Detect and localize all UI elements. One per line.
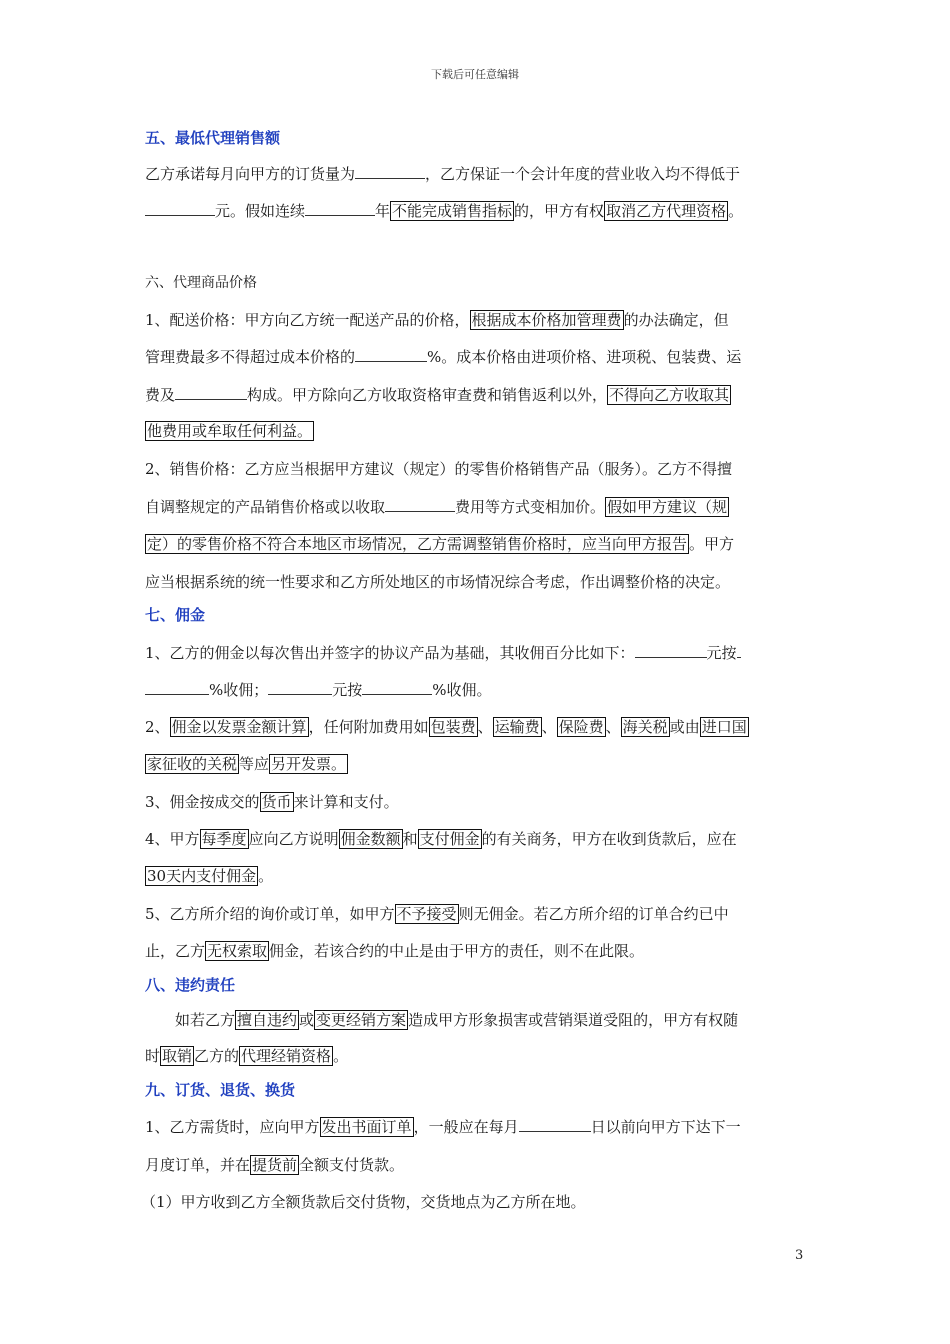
boxed-term: 货币 [261,793,292,811]
text: 或 [299,1011,315,1029]
boxed-term: 每季度 [201,830,247,848]
text: 1、配送价格：甲方向乙方统一配送产品的价格， [145,311,470,329]
text: 全额支付货款。 [299,1156,405,1174]
text: 1、乙方的佣金以每次售出并签字的协议产品为基础，其收佣百分比如下： [145,644,635,662]
text: 3、佣金按成交的 [145,793,260,811]
text: 。 [728,202,744,220]
boxed-term: 家征收的关税 [147,755,238,773]
text: 、 [541,718,557,736]
blank [355,347,427,362]
boxed-term: 提货前 [252,1156,298,1174]
text: 月度订单，并在 [145,1156,251,1174]
text: %收佣。 [432,681,492,699]
text: 造成甲方形象损害或营销渠道受阻的，甲方有权随 [408,1011,739,1029]
blank [519,1117,591,1132]
section-9-l2 [145,1155,404,1175]
section-7-e2 [145,941,644,961]
boxed-term: 不能完成销售指标 [392,202,513,220]
section-7-a1 [145,643,741,663]
text: 4、甲方 [145,830,200,848]
text: 佣金，若该合约的中止是由于甲方的责任，则不在此限。 [269,942,645,960]
blank [635,643,707,658]
text: 、 [605,718,621,736]
section-8-title: 八、违约责任 [145,976,236,994]
blank [175,385,247,400]
text: ，任何附加费用如 [308,718,429,736]
text: %收佣； [209,681,269,699]
section-9-l3: （1）甲方收到乙方全额货款后交付货物，交货地点为乙方所在地。 [141,1193,586,1211]
boxed-term: 不予接受 [396,905,457,923]
text: 构成。甲方除向乙方收取资格审查费和销售返利以外， [247,386,608,404]
section-5-title: 五、最低代理销售额 [145,129,281,147]
boxed-term: 另开发票。 [271,755,347,773]
text: 自调整规定的产品销售价格或以收取 [145,498,386,516]
text: 费用等方式变相加价。 [455,498,606,516]
section-7-b1 [145,717,749,737]
section-7-a2 [145,680,492,700]
blank [268,680,332,695]
section-5-line-2 [145,201,743,221]
text: 止，乙方 [145,942,206,960]
boxed-term: 代理经销资格 [241,1047,332,1065]
section-7-title: 七、佣金 [145,606,206,624]
boxed-term: 假如甲方建议（规 [607,498,728,516]
section-7-b2 [145,754,348,774]
text: 乙方承诺每月向甲方的订货量为 [145,165,356,183]
section-7-c1 [145,792,399,812]
blank [145,680,209,695]
text: 5、乙方所介绍的询价或订单，如甲方 [145,905,395,923]
boxed-term: 保险费 [558,718,604,736]
section-9-l1 [145,1117,741,1137]
boxed-term: 30天内支付佣金 [147,867,257,885]
boxed-term: 佣金以发票金额计算 [171,718,307,736]
boxed-term: 佣金数额 [340,830,401,848]
text: 元。假如连续 [215,202,306,220]
text: 。 [258,867,274,885]
boxed-term: 包装费 [430,718,476,736]
page-number: 3 [795,1248,804,1263]
boxed-term: 支付佣金 [419,830,480,848]
blank [355,164,425,179]
text: 费及 [145,386,176,404]
text: 。甲方 [689,535,735,553]
boxed-term: 不得向乙方收取其 [609,386,730,404]
text: ，一般应在每月 [413,1118,519,1136]
text: 应向乙方说明 [248,830,339,848]
boxed-term: 取销 [162,1047,193,1065]
section-6-p3 [145,385,731,405]
blank [737,643,741,658]
section-6-p1 [145,310,729,330]
boxed-term: 进口国 [701,718,747,736]
text: 如若乙方 [175,1011,236,1029]
text: 。 [333,1047,349,1065]
text: 和 [402,830,418,848]
text: 的，甲方有权 [514,202,605,220]
boxed-term: 运输费 [494,718,540,736]
text: 来计算和支付。 [293,793,399,811]
text: 日以前向甲方下达下一 [590,1118,741,1136]
section-6-title: 六、代理商品价格 [145,275,257,291]
text: 乙方的 [194,1047,240,1065]
blank [362,680,432,695]
text: 管理费最多不得超过成本价格的 [145,348,356,366]
blank [305,201,375,216]
section-7-d1 [145,829,737,849]
text: 1、乙方需货时，应向甲方 [145,1118,320,1136]
text: 2、 [145,718,170,736]
text: 、 [477,718,493,736]
text: 的办法确定，但 [623,311,729,329]
text: 元按 [706,644,737,662]
section-8-l1 [175,1010,738,1030]
text: %。成本价格由进项价格、进项税、包装费、运 [427,348,742,366]
blank [145,201,215,216]
text: 的有关商务，甲方在收到货款后，应在 [481,830,737,848]
section-6-q1: 2、销售价格：乙方应当根据甲方建议（规定）的零售价格销售产品（服务）。乙方不得擅 [145,460,733,478]
section-7-e1 [145,904,729,924]
text: 年 [375,202,391,220]
boxed-term: 海关税 [622,718,668,736]
section-6-q3 [145,534,734,554]
text: 或由 [669,718,700,736]
page-header: 下载后可任意编辑 [431,68,519,81]
section-6-q2 [145,497,729,517]
section-5-line-1 [145,164,740,184]
boxed-term: 根据成本价格加管理费 [471,311,622,329]
section-6-p4 [145,421,314,441]
boxed-term: 他费用或牟取任何利益。 [147,422,313,440]
boxed-term: 定）的零售价格不符合本地区市场情况，乙方需调整销售价格时，应当向甲方报告 [147,535,688,553]
text: 等应 [239,755,270,773]
text: 元按 [332,681,363,699]
boxed-term: 取消乙方代理资格 [606,202,727,220]
section-8-l2 [145,1046,348,1066]
text: 时 [145,1047,161,1065]
boxed-term: 变更经销方案 [316,1011,407,1029]
section-6-p2 [145,347,741,367]
text: ，乙方保证一个会计年度的营业收入均不得低于 [425,165,741,183]
section-9-title: 九、订货、退货、换货 [145,1081,296,1099]
blank [385,497,455,512]
boxed-term: 擅自违约 [237,1011,298,1029]
text: 则无佣金。若乙方所介绍的订单合约已中 [458,905,729,923]
boxed-term: 无权索取 [207,942,268,960]
boxed-term: 发出书面订单 [321,1118,412,1136]
section-6-q4: 应当根据系统的统一性要求和乙方所处地区的市场情况综合考虑，作出调整价格的决定。 [145,573,731,591]
section-7-d2 [145,866,273,886]
